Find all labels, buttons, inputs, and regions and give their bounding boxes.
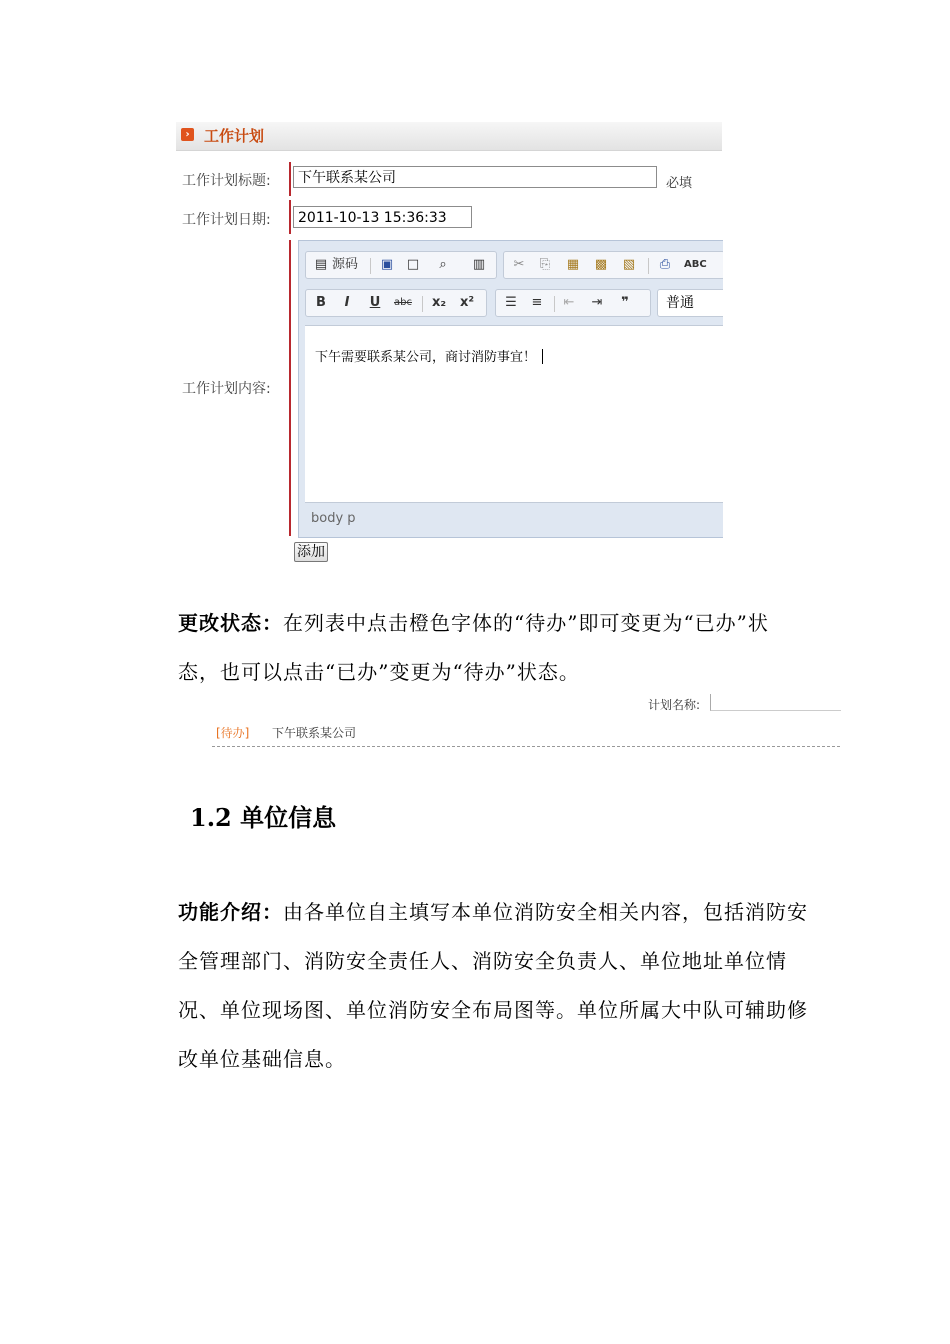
superscript-icon[interactable]: x² — [459, 295, 475, 310]
intro-lead: 功能介绍： — [178, 900, 283, 924]
title-input[interactable]: 下午联系某公司 — [293, 166, 657, 188]
rich-text-editor — [298, 240, 723, 538]
work-plan-form-screenshot — [176, 122, 722, 570]
italic-icon[interactable]: I — [344, 295, 350, 310]
required-marker — [289, 162, 291, 196]
required-marker — [289, 200, 291, 234]
paste-word-icon[interactable]: ▧ — [622, 257, 636, 272]
section-heading: 1.2 单位信息 — [190, 803, 337, 832]
toolbar-paragraph-group — [495, 289, 651, 317]
format-select[interactable]: 普通 — [657, 289, 723, 317]
editor-content-area[interactable] — [305, 325, 723, 503]
underline-icon[interactable]: U — [369, 295, 381, 310]
required-marker — [289, 240, 291, 536]
date-label: 工作计划日期: — [182, 212, 271, 228]
section-title: 工作计划 — [204, 127, 265, 145]
chevron-right-icon: › — [181, 128, 194, 141]
subscript-icon[interactable]: x₂ — [431, 295, 447, 310]
add-button[interactable]: 添加 — [294, 542, 328, 562]
toolbar-separator — [422, 296, 423, 312]
section-header — [176, 122, 722, 151]
content-label: 工作计划内容: — [182, 381, 271, 397]
plan-list-screenshot — [212, 690, 840, 750]
toolbar-separator — [648, 258, 649, 274]
print-icon[interactable]: ⎙ — [659, 257, 671, 272]
new-page-icon[interactable]: □ — [406, 257, 420, 272]
status-link[interactable]: [待办] — [216, 726, 250, 740]
editor-content — [315, 346, 543, 365]
indent-icon[interactable]: ⇥ — [591, 295, 603, 310]
toolbar-separator — [370, 258, 371, 274]
blockquote-icon[interactable]: ❞ — [621, 295, 629, 310]
toolbar-format-group — [305, 289, 487, 317]
date-input[interactable]: 2011-10-13 15:36:33 — [293, 206, 472, 228]
paste-icon[interactable]: ▦ — [566, 257, 580, 272]
intro-paragraph — [178, 888, 810, 1084]
row-title: 下午联系某公司 — [272, 726, 357, 740]
filter-input[interactable] — [710, 694, 841, 711]
bulleted-list-icon[interactable]: ≡ — [531, 295, 543, 310]
numbered-list-icon[interactable]: ☰ — [505, 295, 517, 310]
editor-text: 下午需要联系某公司，商讨消防事宜！ — [315, 350, 537, 365]
cut-icon[interactable]: ✂ — [513, 257, 525, 272]
spellcheck-icon[interactable]: ABC — [684, 259, 707, 270]
templates-icon[interactable]: ▥ — [472, 257, 486, 272]
status-text: 在列表中点击橙色字体的“待办”即可变更为“已办”状态，也可以点击“已办”变更为“待办”状态。 — [178, 611, 769, 684]
save-icon[interactable]: ▣ — [380, 257, 394, 272]
list-item — [212, 716, 840, 747]
bold-icon[interactable]: B — [316, 295, 326, 310]
filter-label: 计划名称: — [648, 698, 701, 712]
source-button[interactable]: 源码 — [332, 257, 359, 272]
element-path: body p — [311, 511, 356, 526]
text-caret — [542, 349, 543, 364]
status-lead: 更改状态： — [178, 611, 283, 635]
title-label: 工作计划标题: — [182, 173, 271, 189]
toolbar-clipboard-group — [503, 251, 723, 279]
toolbar-document-group — [305, 251, 497, 279]
preview-icon[interactable]: ⌕ — [439, 257, 447, 272]
paste-text-icon[interactable]: ▩ — [594, 257, 608, 272]
toolbar-separator — [554, 296, 555, 312]
status-paragraph — [178, 599, 810, 697]
required-note: 必填 — [666, 176, 693, 191]
intro-text: 由各单位自主填写本单位消防安全相关内容，包括消防安全管理部门、消防安全责任人、消防安全负责人、单位地址单位情况、单位现场图、单位消防安全布局图等。单位所属大中队可辅助修改单位基础信息。 — [178, 900, 808, 1071]
strikethrough-icon[interactable]: abc — [394, 297, 412, 308]
copy-icon[interactable]: ⎘ — [539, 257, 551, 272]
outdent-icon[interactable]: ⇤ — [563, 295, 575, 310]
source-icon: ▤ — [314, 257, 328, 272]
